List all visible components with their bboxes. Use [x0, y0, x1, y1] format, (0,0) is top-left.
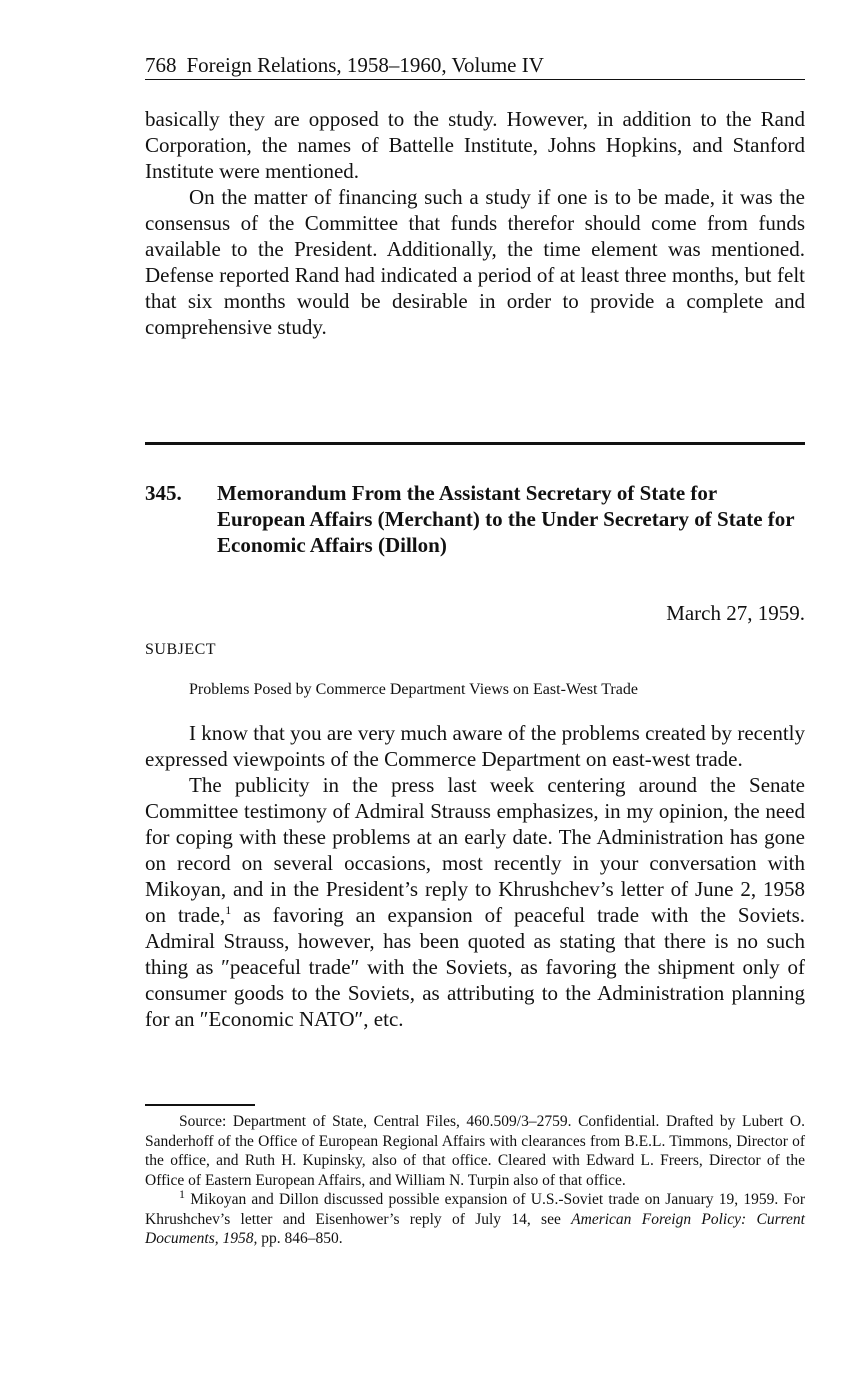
subject-text: Problems Posed by Commerce Department Views on East-West Trade	[189, 681, 638, 698]
paragraph: basically they are opposed to the study. However, in addition to the Rand Corporation, the names of Battelle Institute, Johns Hopkins, and Stanford Institute were mentioned.	[145, 107, 805, 183]
footnote-rule	[145, 1104, 255, 1106]
running-header	[145, 52, 805, 80]
running-title: Foreign Relations, 1958–1960, Volume IV	[186, 53, 544, 77]
document-heading	[145, 480, 805, 558]
source-note: Source: Department of State, Central Files, 460.509/3–2759. Confidential. Drafted by Lubert O. Sanderhoff of the Office of European Regional Affairs with clearances from B.E.L. Timmons, Director of the office, and Ruth H. Kupinsky, also of that office. Cleared with Edward L. Freers, Director of the Office of Eastern European Affairs, and William N. Turpin also of that office.	[145, 1113, 805, 1189]
paragraph	[145, 772, 805, 1032]
footnote-ref: 1	[225, 903, 232, 917]
footnotes	[145, 1112, 805, 1249]
footnote-1	[145, 1186, 805, 1249]
footnote-pages: pp. 846–850.	[257, 1230, 343, 1247]
subject-label: SUBJECT	[145, 641, 217, 658]
paragraph: On the matter of financing such a study if one is to be made, it was the consensus of the Committee that funds therefor should come from funds available to the President. Additionally, the time element was mentioned. Defense reported Rand had indicated a period of at least three months, but felt that six months would be desirable in order to provide a complete and comprehensive study.	[145, 185, 805, 339]
page-number: 768	[145, 53, 177, 77]
paragraph-part: The publicity in the press last week centering around the Senate Committee testimony of Admiral Strauss emphasizes, in my opinion, the need for coping with these problems at an early date. The Administration has gone on record on several occasions, most recently in your conversation with Mikoyan, and in the President’s reply to Khrushchev’s letter of June 2, 1958 on trade,	[145, 773, 805, 927]
footnote-mark: 1	[179, 1186, 185, 1201]
document-title: Memorandum From the Assistant Secretary of State for European Affairs (Merchant) to the Under Secretary of State for Economic Affairs (Dillon)	[217, 481, 795, 557]
document-number: 345.	[145, 481, 182, 505]
memo-body	[145, 720, 805, 1032]
document-date: March 27, 1959.	[666, 601, 805, 625]
section-divider	[145, 442, 805, 445]
paragraph: I know that you are very much aware of the problems created by recently expressed viewpoints of the Commerce Department on east-west trade.	[145, 721, 805, 771]
footnote-text: Mikoyan and Dillon discussed possible expansion of U.S.-Soviet trade on January 19, 1959. For Khrushchev’s letter and Eisenhower’s reply of July 14, see	[145, 1191, 805, 1228]
citation-title: American Foreign Policy: Current Documents, 1958,	[145, 1210, 805, 1247]
paragraph-part: as favoring an expansion of peaceful trade with the Soviets. Admiral Strauss, however, has been quoted as stating that there is no such thing as ″peaceful trade″ with the Soviets, as favoring the shipment only of consumer goods to the Soviets, as attributing to the Administration planning for an ″Economic NATO″, etc.	[145, 903, 805, 1031]
continued-text	[145, 106, 805, 340]
